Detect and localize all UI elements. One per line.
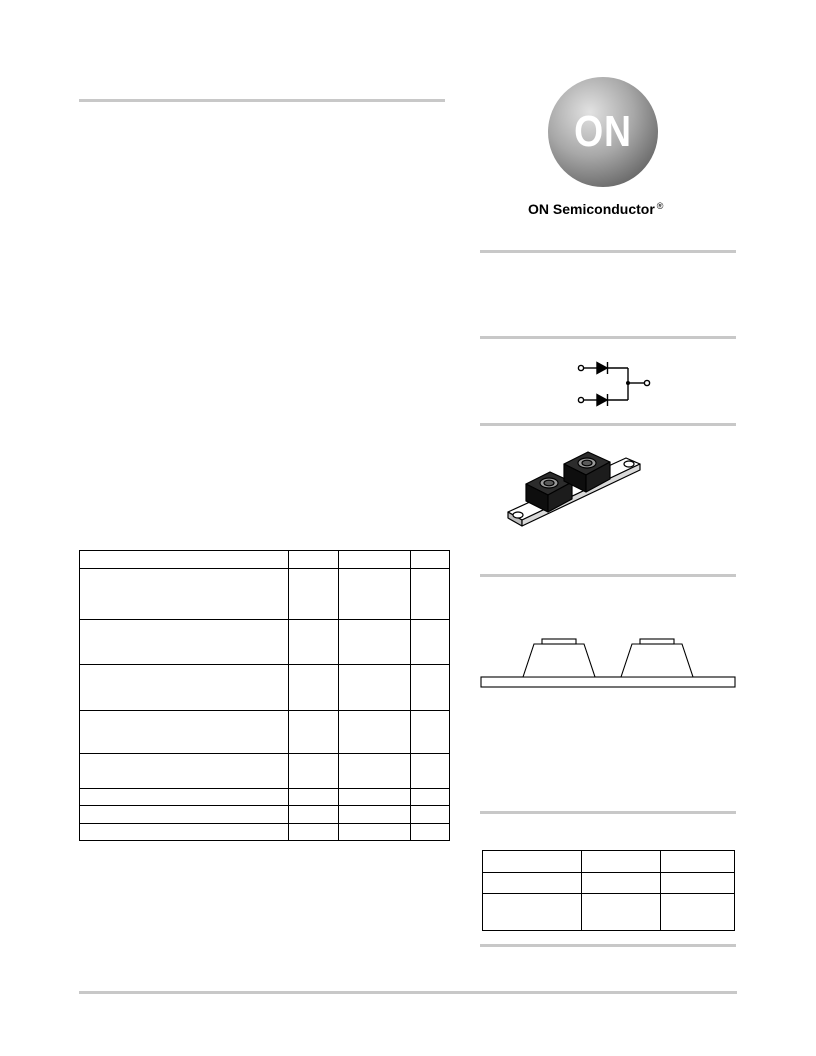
right-rule-4 — [480, 574, 736, 577]
table-row — [80, 754, 450, 789]
table-row — [80, 806, 450, 824]
right-rule-2 — [480, 336, 736, 339]
brand-name — [528, 201, 663, 217]
ratings-table — [79, 550, 450, 841]
table-row — [80, 620, 450, 665]
table-row — [80, 551, 450, 569]
table-row — [80, 569, 450, 620]
table-row — [483, 894, 735, 931]
right-rule-5 — [480, 811, 736, 814]
ordering-table — [482, 850, 735, 931]
package-illustration-icon — [498, 440, 644, 530]
title-rule — [79, 99, 445, 102]
table-row — [80, 711, 450, 754]
table-row — [80, 665, 450, 711]
right-rule-6 — [480, 944, 736, 947]
table-row — [80, 789, 450, 806]
footer-rule — [79, 991, 737, 994]
logo-text: ON — [574, 107, 632, 156]
right-rule-3 — [480, 423, 736, 426]
brand-name-text: ON Semiconductor — [528, 201, 655, 217]
right-rule-1 — [480, 250, 736, 253]
table-row — [483, 851, 735, 873]
table-row — [80, 824, 450, 841]
table-row — [483, 873, 735, 894]
dual-diode-schematic-icon — [570, 355, 660, 407]
registered-mark: ® — [656, 201, 664, 211]
package-outline-drawing — [480, 630, 737, 690]
on-logo — [547, 76, 659, 188]
